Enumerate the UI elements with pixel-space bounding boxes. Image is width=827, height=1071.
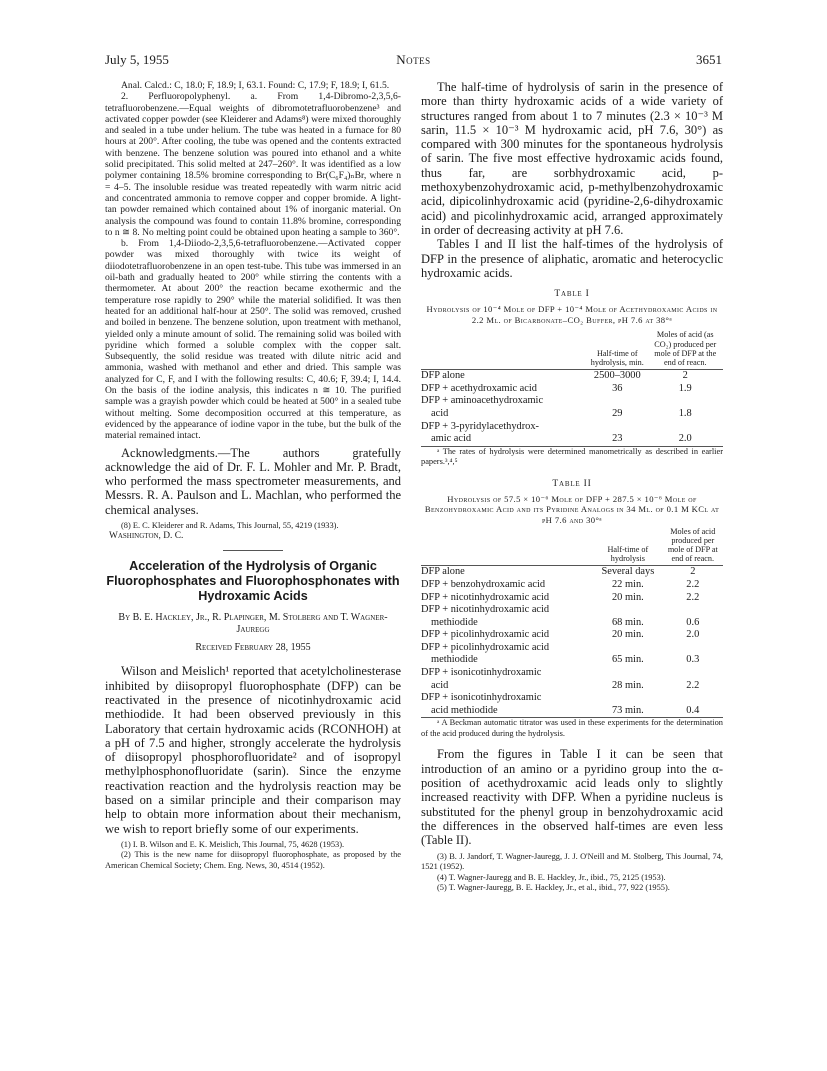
table-2-caption: Hydrolysis of 57.5 × 10⁻⁶ Mole of DFP + 287.5 × 10⁻⁶ Mole of Benzohydroxamic Acid and its Pyridine Analogs in 34 Ml. of 0.1 M KCl at pH 7.6 and 30°ᵃ (424, 493, 720, 525)
table-2 (421, 526, 723, 718)
table-row (421, 370, 723, 383)
footnote-1: (1) I. B. Wilson and E. K. Meislich, This Journal, 75, 4628 (1953). (121, 839, 345, 849)
article-body: Wilson and Meislich¹ reported that acetylcholinesterase inhibited by diisopropyl fluorophosphate (DFP) can be reactivated in the presence of nicotinhydroxamic acid methiodide. It had been observed previously in this Laboratory that certain hydroxamic acids (RCONHOH) at a pH of 7.5 and higher, strongly accelerate the hydrolysis of diisopropyl phosphorofluoridate² and of isopropyl methylphosphonofluoridate (sarin). Since the enzyme reactivation reaction and the hydrolysis reaction may be based on a similar principle and their comparison may help to obtain more information about their mechanism, we wish to report briefly some of our experiments. (105, 664, 401, 836)
conclusion-paragraph: From the figures in Table I it can be seen that introduction of an amino or a pyridino group into the α-position of acethydroxamic acid leads only to slightly increased reactivity with DFP. When a pyridine nucleus is substituted for the phenyl group in benzohydroxamic acid the differences in the observed half-times are even less (Table II). (421, 747, 723, 848)
row-moles: 0.3 (686, 654, 700, 666)
row-compound: DFP + nicotinhydroxamic acid (421, 591, 550, 603)
table-row (421, 592, 723, 605)
row-moles: 2.0 (678, 433, 692, 445)
sarin-paragraph: The half-time of hydrolysis of sarin in the presence of more than thirty hydroxamic acids of a wide variety of structures ranged from about 1 to 7 minutes (2.3 × 10⁻³ M sarin, 11.5 × 10⁻³ M hydroxamic acid, pH 7.6, 30°) as compared with 300 minutes for the spontaneous hydrolysis of sarin. The five most effective hydroxamic acids found, thus far, are sorbhydroxamic acid, p-methoxybenzohydroxamic acid, p-methylbenzohydroxamic acid, dipicolinhydroxamic acid (pyridine-2,6-dihydroxamic acid) and picolinhydroxamic acid, arranged approximately in order of decreasing activity at pH 7.6. (421, 80, 723, 237)
footnote-4: (4) T. Wagner-Jauregg and B. E. Hackley, Jr., ibid., 75, 2125 (1953). (437, 872, 666, 882)
row-half-time: 29 (612, 407, 623, 419)
table-row (421, 604, 723, 629)
analysis-text: Anal. Calcd.: C, 18.0; F, 18.9; I, 63.1. Found: C, 17.9; F, 18.9; I, 61.5. (121, 80, 390, 91)
row-half-time: 20 min. (611, 629, 644, 641)
table-2-header-moles: Moles of acid produced per mole of DFP at end of reacn. (663, 526, 723, 566)
header-page-number: 3651 (696, 52, 722, 67)
row-half-time: 23 (612, 433, 623, 445)
running-header (105, 52, 722, 72)
row-moles: 2.2 (686, 578, 700, 590)
row-compound: DFP + 3-pyridylacethydrox- amic acid (421, 420, 540, 445)
header-section: Notes (396, 52, 431, 67)
row-moles: 2 (690, 566, 696, 578)
table-row (421, 579, 723, 592)
table-row (421, 566, 723, 579)
row-half-time: 36 (612, 382, 623, 394)
table-row (421, 421, 723, 446)
row-compound: DFP + isonicotinhydroxamic acid (421, 667, 542, 691)
row-half-time: 2500–3000 (593, 370, 641, 382)
row-compound: DFP + benzohydroxamic acid (421, 578, 546, 590)
header-date: July 5, 1955 (105, 52, 169, 67)
row-compound: DFP + picolinhydroxamic acid methiodide (421, 641, 550, 666)
tables-intro-paragraph: Tables I and II list the half-times of the hydrolysis of DFP in the presence of aliphatic, aromatic and heterocyclic hydroxamic acids. (421, 237, 723, 280)
row-moles: 2.2 (686, 679, 700, 691)
table-1-caption: Hydrolysis of 10⁻⁴ Mole of DFP + 10⁻⁴ Mole of Acethydroxamic Acids in 2.2 Ml. of Bicarbonate–CO₂ Buffer, pH 7.6 at 38°ᵃ (426, 304, 718, 325)
location: Washington, D. C. (109, 531, 184, 542)
right-column (421, 80, 723, 894)
footnote-5: (5) T. Wagner-Jauregg, B. E. Hackley, Jr., et al., ibid., 77, 922 (1955). (437, 883, 670, 893)
table-1-label: Table I (554, 289, 590, 300)
received-date: Received February 28, 1955 (195, 642, 311, 654)
row-half-time: 20 min. (611, 591, 644, 603)
row-moles: 0.4 (686, 704, 700, 716)
row-half-time: 68 min. (611, 616, 644, 628)
table-2-label: Table II (552, 478, 592, 489)
footnote-3: (3) B. J. Jandorf, T. Wagner-Jauregg, J. J. O'Neill and M. Stolberg, This Journal, 74, 1521 (1952). (421, 851, 723, 872)
table-1-header-half-time: Half-time of hydrolysis, min. (587, 329, 647, 369)
row-half-time: 22 min. (611, 578, 644, 590)
table-row (421, 383, 723, 396)
row-half-time: 65 min. (611, 654, 644, 666)
row-compound: DFP + isonicotinhydroxamic acid methiodide (421, 692, 542, 716)
table-1-header-moles: Moles of acid (as CO₂) produced per mole of DFP at the end of reacn. (647, 329, 723, 369)
row-moles: 2.0 (686, 629, 700, 641)
row-compound: DFP + aminoacethydroxamic acid (421, 395, 544, 419)
row-moles: 2 (682, 370, 688, 382)
row-compound: DFP + acethydroxamic acid (421, 382, 537, 394)
left-column (105, 80, 401, 871)
perfluoropolyphenyl-paragraph: 2. Perfluoropolyphenyl. a. From 1,4-Dibromo-2,3,5,6-tetrafluorobenzene.—Equal weights of dibromotetrafluorobenzene³ and activated copper powder (see Kleiderer and Adams⁸) were mixed thoroughly and sealed in a tube under helium. The tube was heated in a furnace for 80 hours at 200°. After cooling, the tube was opened and the contents extracted with benzene. The benzene solution was poured into ethanol and a white solid precipitated. This solid melted at 247–260°. It was identified as a low polymer containing 18.5% bromine corresponding to Br(C₆F₄)ₙBr, where n = 4–5. The insoluble residue was treated repeatedly with warm nitric acid and concentrated ammonia to remove copper and copper bromide. A light-tan powder remained which contained about 1% of inorganic material. On analysis the compound was found to contain 11.8% bromine, corresponding to n ≅ 8. No melting point could be obtained upon heating a sample to 360°. (105, 91, 401, 238)
table-row (421, 629, 723, 642)
row-moles: 1.9 (678, 382, 692, 394)
row-moles: 1.8 (678, 407, 692, 419)
footnote-8: (8) E. C. Kleiderer and R. Adams, This Journal, 55, 4219 (1933). (121, 520, 339, 530)
row-moles: 0.6 (686, 616, 700, 628)
table-row (421, 395, 723, 420)
table-1 (421, 329, 723, 445)
row-compound: DFP + picolinhydroxamic acid (421, 629, 550, 641)
row-compound: DFP alone (421, 566, 465, 578)
table-2-footnote: ᵃ A Beckman automatic titrator was used in these experiments for the determination of the acid produced during the hydrolysis. (421, 718, 723, 738)
row-half-time: 73 min. (611, 704, 644, 716)
footnote-2: (2) This is the new name for diisopropyl fluorophosphate, as proposed by the American Chemical Society; Chem. Eng. News, 30, 4514 (1952). (105, 850, 401, 870)
article-title: Acceleration of the Hydrolysis of Organic Fluorophosphates and Fluorophosphonates with Hydroxamic Acids (106, 558, 400, 603)
row-half-time: Several days (601, 566, 655, 578)
row-compound: DFP + nicotinhydroxamic acid methiodide (421, 604, 550, 628)
row-compound: DFP alone (421, 370, 465, 382)
table-row (421, 667, 723, 692)
table-row (421, 642, 723, 667)
table-row (421, 692, 723, 717)
row-half-time: 28 min. (611, 679, 644, 691)
table-1-footnote: ᵃ The rates of hydrolysis were determined manometrically as described in earlier papers.³,⁴,⁵ (421, 446, 723, 467)
diiodo-paragraph: b. From 1,4-Diiodo-2,3,5,6-tetrafluorobenzene.—Activated copper powder was mixed thoroughly with twice its weight of diiodotetrafluorobenzene in an open test-tube. This tube was immersed in an oil-bath and gradually heated to 200° while stirring the contents with a thermometer. At about 200° the reaction became exothermic and the temperature rose rapidly to 290° while the material solidified. It was then heated for an additional half-hour at 250°. The solid was removed, crushed and boiled in benzene. The benzene solution, upon treatment with methanol, yielded only a minute amount of solid. The remaining solid was boiled with pyridine which formed a soluble complex with the copper salt. Subsequently, the solid residue was treated with dilute nitric acid and ammonia, washed with methanol and ether and dried. This sample was analyzed for C, F, and I with the following results: C, 40.6; F, 39.4; I, 14.4. On the basis of the iodine analysis, this indicates n ≅ 10. The purified sample was a grayish powder which could be heated at 500° in a sealed tube without melting. Some decomposition occurred at this temperature, as evidenced by the appearance of iodine vapor in the tube, but the bulk of the material remained intact. (105, 238, 401, 442)
authors: By B. E. Hackley, Jr., R. Plapinger, M. Stolberg and T. Wagner-Jauregg (118, 611, 388, 636)
acknowledgments: Acknowledgments.—The authors gratefully acknowledge the aid of Dr. F. L. Mohler and Mr. P. Bradt, who performed the mass spectrometer measurements, and Messrs. R. A. Paulson and L. Machlan, who performed the chemical analyses. (105, 445, 401, 517)
row-moles: 2.2 (686, 591, 700, 603)
table-2-header-half-time: Half-time of hydrolysis (593, 526, 662, 566)
